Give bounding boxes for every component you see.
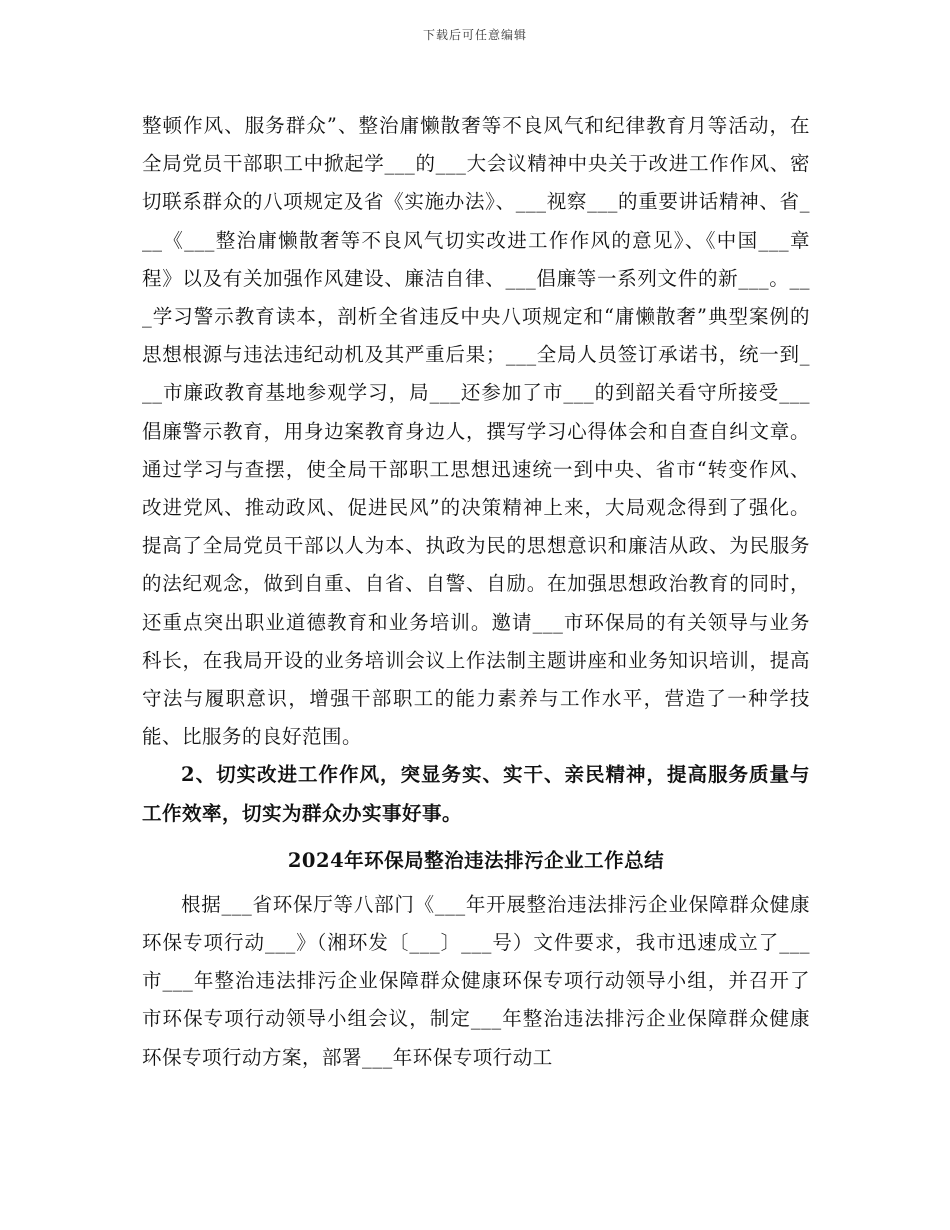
- paragraph-section-heading: 2、切实改进工作作风，突显务实、实干、亲民精神，提高服务质量与工作效率，切实为群众办实事好事。: [142, 763, 810, 825]
- paragraph-intro: 根据___省环保厅等八部门《___年开展整治违法排污企业保障群众健康环保专项行动___》（湘环发〔___〕___号）文件要求，我市迅速成立了___市___年整治违法排污企业保障群众健康环保专项行动领导小组，并召开了市环保专项行动领导小组会议，制定___年整治违法排污企业保障群众健康环保专项行动方案，部署___年环保专项行动工: [142, 892, 810, 1069]
- paragraph-study-activities: 整顿作风、服务群众”、整治庸懒散奢等不良风气和纪律教育月等活动，在全局党员干部职工中掀起学___的___大会议精神中央关于改进工作作风、密切联系群众的八项规定及省《实施办法》、___视察___的重要讲话精神、省___《___整治庸懒散奢等不良风气切实改进工作作风的意见》、《中国___章程》以及有关加强作风建设、廉洁自律、___倡廉等一系列文件的新___。___学习警示教育读本，剖析全省违反中央八项规定和“庸懒散奢”典型案例的思想根源与违法违纪动机及其严重后果；___全局人员签订承诺书，统一到___市廉政教育基地参观学习，局___还参加了市___的到韶关看守所接受___倡廉警示教育，用身边案教育身边人，撰写学习心得体会和自查自纠文章。通过学习与查摆，使全局干部职工思想迅速统一到中央、省市“转变作风、改进党风、推动政风、促进民风”的决策精神上来，大局观念得到了强化。提高了全局党员干部以人为本、执政为民的思想意识和廉洁从政、为民服务的法纪观念，做到自重、自省、自警、自励。在加强思想政治教育的同时，还重点突出职业道德教育和业务培训。邀请___市环保局的有关领导与业务科长，在我局开设的业务培训会议上作法制主题讲座和业务知识培训，提高守法与履职意识，增强干部职工的能力素养与工作水平，营造了一种学技能、比服务的良好范围。: [142, 114, 810, 749]
- document-title: 2024年环保局整治违法排污企业工作总结: [287, 848, 665, 872]
- page-header: 下载后可任意编辑: [422, 28, 527, 42]
- document-body: [142, 107, 810, 1077]
